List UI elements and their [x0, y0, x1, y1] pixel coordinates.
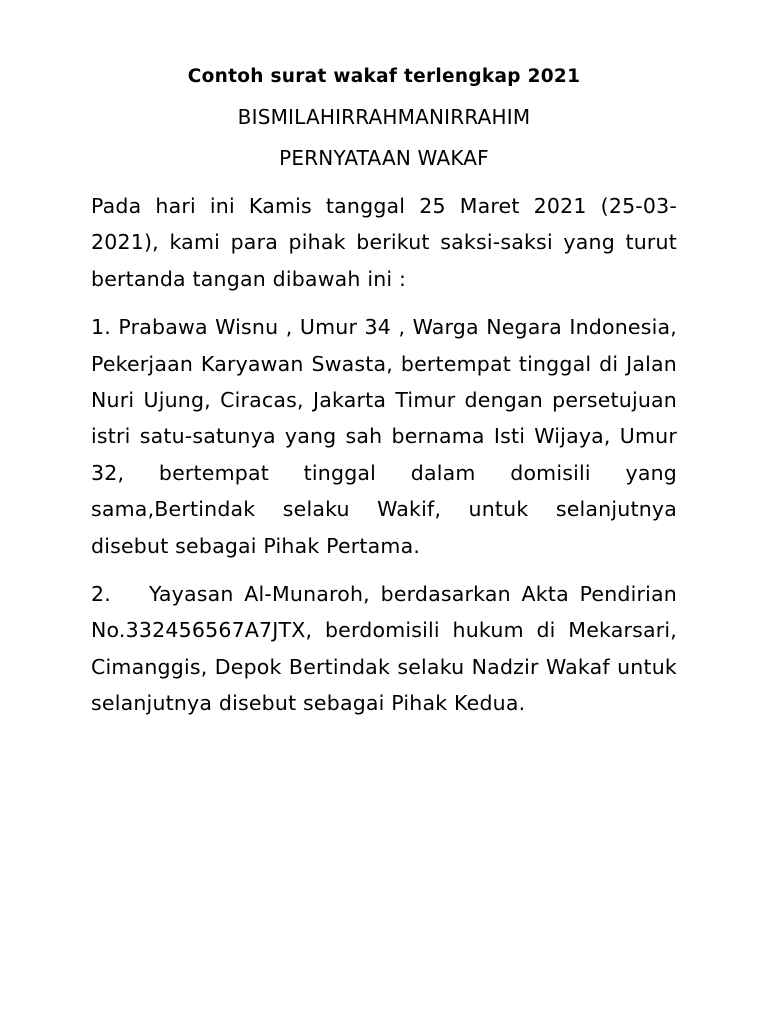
party-2-text: Yayasan Al-Munaroh, berdasarkan Akta Pendirian No.332456567A7JTX, berdomisili hukum di Mekarsari, Cimanggis, Depok Bertindak selaku Nadzir Wakaf untuk selanjutnya disebut sebagai Pihak Kedua. [91, 582, 677, 716]
intro-paragraph: Pada hari ini Kamis tanggal 25 Maret 2021 (25-03-2021), kami para pihak berikut saksi-saksi yang turut bertanda tangan dibawah ini : [91, 194, 677, 291]
party-1-paragraph [91, 309, 677, 564]
statement-heading: PERNYATAAN WAKAF [279, 146, 489, 170]
party-1-text: Prabawa Wisnu , Umur 34 , Warga Negara Indonesia, Pekerjaan Karyawan Swasta, bertempat tinggal di Jalan Nuri Ujung, Ciracas, Jakarta Timur dengan persetujuan istri satu-satunya yang sah bernama Isti Wijaya, Umur 32, bertempat tinggal dalam domisili yang sama,Bertindak selaku Wakif, untuk selanjutnya disebut sebagai Pihak Pertama. [91, 315, 677, 558]
party-2-paragraph [91, 576, 677, 722]
document-title: Contoh surat wakaf terlengkap 2021 [187, 66, 581, 87]
document-page [91, 64, 677, 722]
party-1-number: 1. [91, 315, 111, 340]
basmalah-heading: BISMILAHIRRAHMANIRRAHIM [237, 105, 531, 129]
party-2-number: 2. [91, 582, 111, 607]
